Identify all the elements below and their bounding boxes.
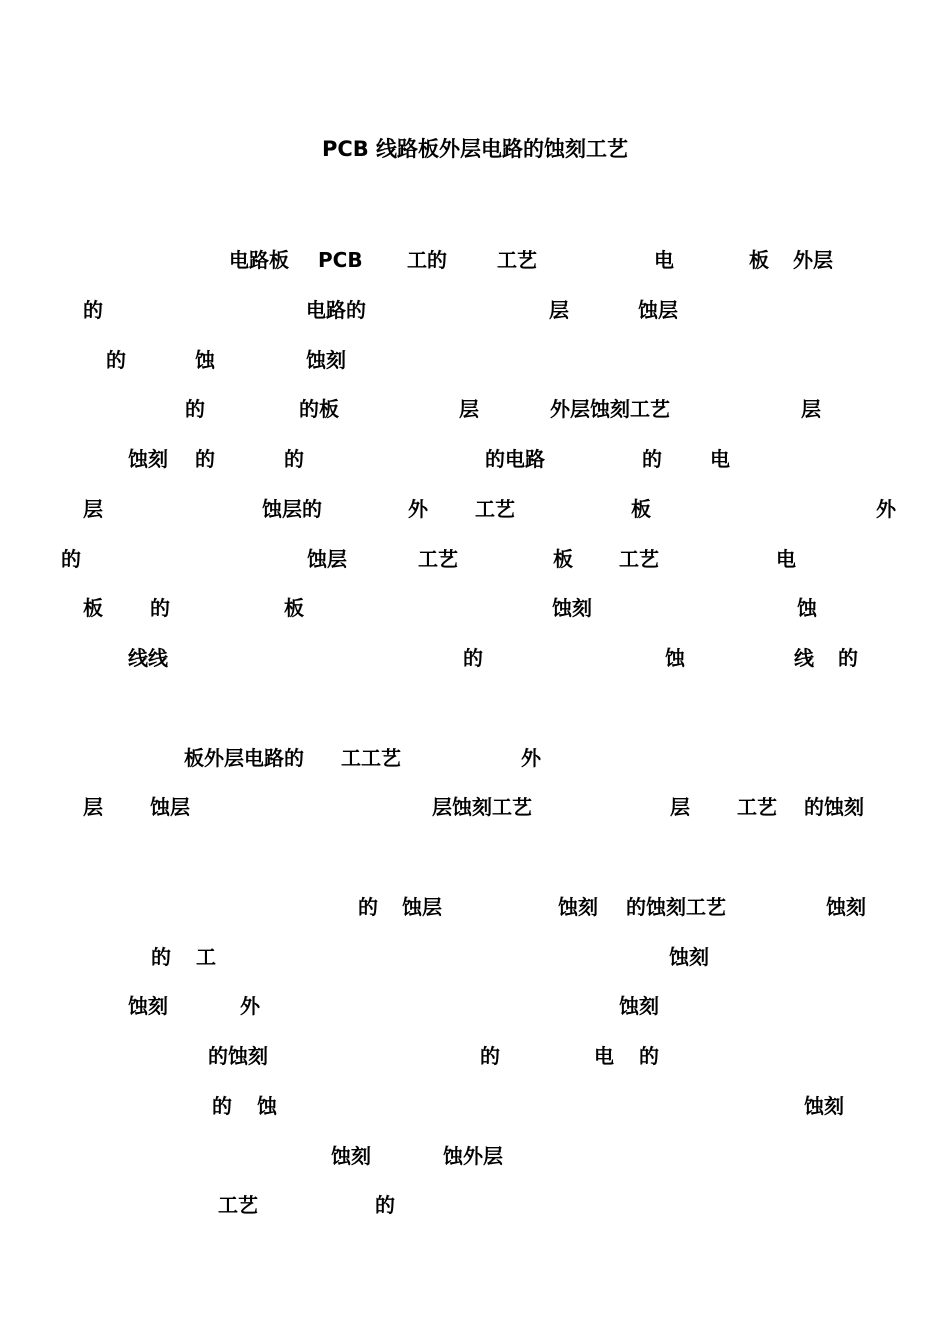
text-fragment: 工艺: [619, 547, 659, 571]
text-fragment: 电: [654, 248, 674, 272]
text-fragment: 的板: [299, 397, 339, 421]
text-fragment: 的蚀刻工艺: [626, 895, 726, 919]
text-line: [0, 943, 950, 971]
text-line: [0, 1042, 950, 1070]
text-fragment: 的: [463, 646, 483, 670]
text-fragment: 线: [794, 646, 814, 670]
text-fragment: 蚀刻: [804, 1094, 844, 1118]
text-fragment: 蚀刻: [128, 994, 168, 1018]
text-fragment: 的: [150, 596, 170, 620]
text-fragment: 电: [710, 447, 730, 471]
text-fragment: 层: [459, 397, 479, 421]
text-fragment: 的: [195, 447, 215, 471]
text-line: [0, 545, 950, 573]
text-fragment: 蚀层: [402, 895, 442, 919]
text-line: [0, 1142, 950, 1170]
text-fragment: 层: [670, 795, 690, 819]
text-fragment: 的蚀刻: [804, 795, 864, 819]
text-fragment: 的: [284, 447, 304, 471]
text-fragment: 板: [83, 596, 103, 620]
text-fragment: 板: [749, 248, 769, 272]
text-line: [0, 1092, 950, 1120]
text-fragment: 电路的: [306, 298, 366, 322]
text-fragment: 的: [61, 547, 81, 571]
text-fragment: 蚀: [257, 1094, 277, 1118]
text-fragment: 工艺: [218, 1193, 258, 1217]
text-fragment: 板: [553, 547, 573, 571]
text-fragment: 的: [83, 298, 103, 322]
text-line: [0, 346, 950, 374]
text-line: [0, 395, 950, 423]
text-fragment: 工艺: [737, 795, 777, 819]
text-line: [0, 1191, 950, 1219]
text-line: [0, 246, 950, 274]
text-line: [0, 744, 950, 772]
text-fragment: 外: [876, 497, 896, 521]
text-line: [0, 793, 950, 821]
text-fragment: 蚀刻: [552, 596, 592, 620]
text-fragment: 蚀层: [307, 547, 347, 571]
document-title: PCB 线路板外层电路的蚀刻工艺: [321, 137, 629, 161]
text-fragment: 板: [631, 497, 651, 521]
text-fragment: 外: [408, 497, 428, 521]
text-fragment: 的: [212, 1094, 232, 1118]
text-fragment: 层: [83, 795, 103, 819]
text-fragment: 蚀层: [150, 795, 190, 819]
text-fragment: 工艺: [497, 248, 537, 272]
text-fragment: 蚀层的: [262, 497, 322, 521]
text-fragment: 蚀刻: [128, 447, 168, 471]
text-fragment: 蚀刻: [331, 1144, 371, 1168]
text-fragment: 层: [801, 397, 821, 421]
text-fragment: 线线: [128, 646, 168, 670]
text-fragment: 的: [358, 895, 378, 919]
text-fragment: 蚀: [665, 646, 685, 670]
text-fragment: 蚀刻: [826, 895, 866, 919]
text-fragment: 外层蚀刻工艺: [550, 397, 670, 421]
text-fragment: 的: [480, 1044, 500, 1068]
text-line: [0, 893, 950, 921]
text-fragment: 工艺: [475, 497, 515, 521]
text-fragment: 的: [106, 348, 126, 372]
text-fragment: 外层: [793, 248, 833, 272]
text-fragment: 的: [375, 1193, 395, 1217]
text-fragment: 蚀: [797, 596, 817, 620]
text-fragment: 工工艺: [341, 746, 401, 770]
text-fragment: 板: [284, 596, 304, 620]
text-line: [0, 445, 950, 473]
text-fragment: 蚀外层: [443, 1144, 503, 1168]
text-fragment: 的: [639, 1044, 659, 1068]
text-fragment: 电: [776, 547, 796, 571]
text-line: [0, 495, 950, 523]
text-fragment: 蚀刻: [619, 994, 659, 1018]
text-line: [0, 594, 950, 622]
text-fragment: 电路板: [229, 248, 289, 272]
text-fragment: 电: [594, 1044, 614, 1068]
text-fragment: 的蚀刻: [208, 1044, 268, 1068]
text-fragment: 的: [838, 646, 858, 670]
text-line: [0, 644, 950, 672]
text-fragment: 层: [549, 298, 569, 322]
text-fragment: 的: [185, 397, 205, 421]
text-fragment: 工的: [407, 248, 447, 272]
text-fragment: 的电路: [485, 447, 545, 471]
text-fragment: 层蚀刻工艺: [432, 795, 532, 819]
text-fragment: 蚀: [195, 348, 215, 372]
text-fragment: 工艺: [418, 547, 458, 571]
text-fragment: 蚀刻: [669, 945, 709, 969]
text-fragment: 蚀刻: [558, 895, 598, 919]
text-fragment: 的: [151, 945, 171, 969]
text-fragment: 工: [196, 945, 216, 969]
text-fragment: 外: [240, 994, 260, 1018]
text-fragment: 外: [521, 746, 541, 770]
text-fragment: 蚀层: [638, 298, 678, 322]
text-fragment: 层: [83, 497, 103, 521]
text-line: [0, 992, 950, 1020]
text-fragment: 蚀刻: [306, 348, 346, 372]
text-fragment: 板外层电路的: [184, 746, 304, 770]
text-fragment: PCB: [318, 248, 363, 272]
text-line: [0, 296, 950, 324]
text-fragment: 的: [642, 447, 662, 471]
